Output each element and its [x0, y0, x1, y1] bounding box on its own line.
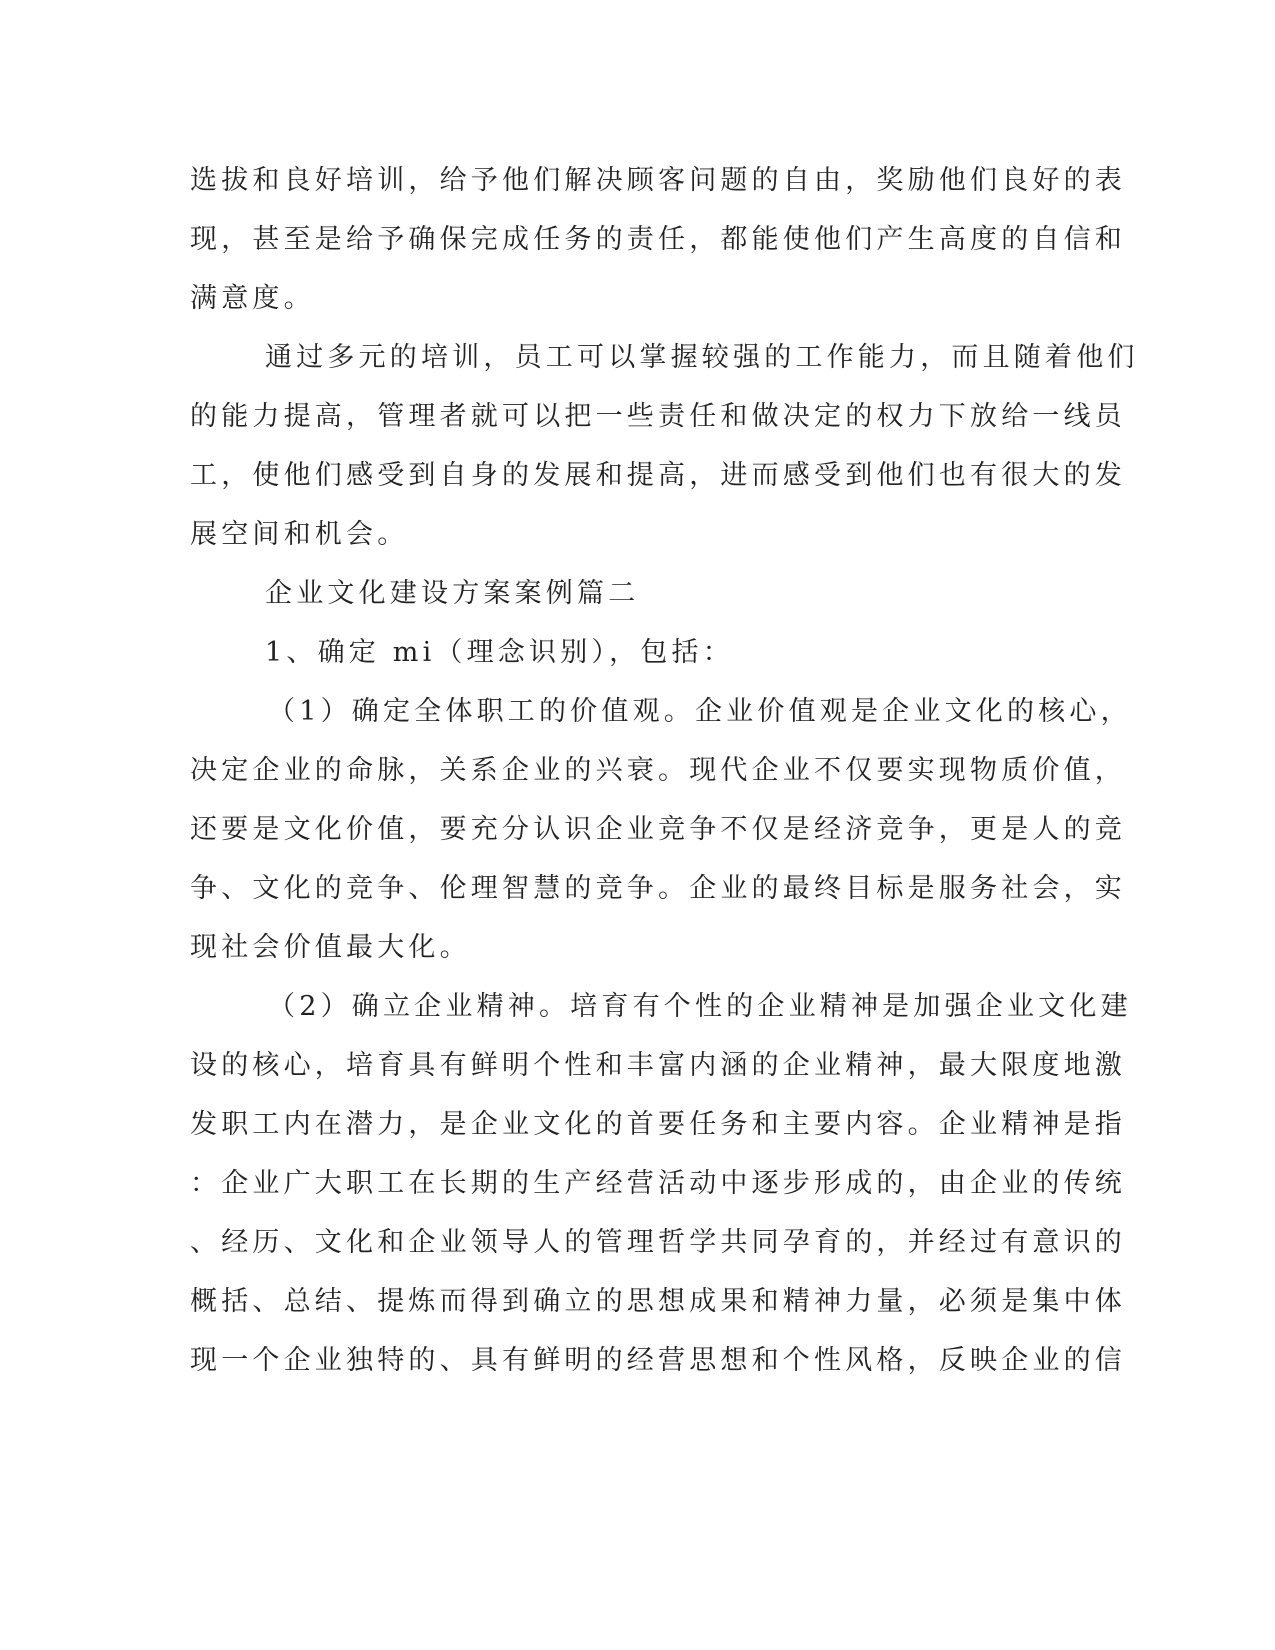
body-text-line: 满意度。 — [190, 283, 315, 314]
body-text-line: （1）确定全体职工的价值观。企业价值观是企业文化的核心， — [268, 696, 1132, 727]
body-text-line: 工，使他们感受到自身的发展和提高，进而感受到他们也有很大的发 — [190, 460, 1126, 491]
numbered-item: 1、确定 mi（理念识别），包括： — [265, 637, 734, 668]
body-text-line: （2）确立企业精神。培育有个性的企业精神是加强企业文化建 — [268, 991, 1132, 1022]
body-text-line: 现，甚至是给予确保完成任务的责任，都能使他们产生高度的自信和 — [190, 224, 1126, 255]
body-text-line: 还要是文化价值，要充分认识企业竞争不仅是经济竞争，更是人的竞 — [190, 814, 1126, 845]
body-text-line: 、经历、文化和企业领导人的管理哲学共同孕育的，并经过有意识的 — [190, 1227, 1126, 1258]
body-text-line: 通过多元的培训，员工可以掌握较强的工作能力，而且随着他们 — [265, 342, 1139, 373]
body-text-line: 争、文化的竞争、伦理智慧的竞争。企业的最终目标是服务社会，实 — [190, 873, 1126, 904]
body-text-line: 展空间和机会。 — [190, 519, 409, 550]
body-text-line: 的能力提高，管理者就可以把一些责任和做决定的权力下放给一线员 — [190, 401, 1126, 432]
body-text-line: 概括、总结、提炼而得到确立的思想成果和精神力量，必须是集中体 — [190, 1286, 1126, 1317]
body-text-line: 发职工内在潜力，是企业文化的首要任务和主要内容。企业精神是指 — [190, 1109, 1126, 1140]
body-text-line: ：企业广大职工在长期的生产经营活动中逐步形成的，由企业的传统 — [190, 1168, 1126, 1199]
body-text-line: 设的核心，培育具有鲜明个性和丰富内涵的企业精神，最大限度地激 — [190, 1050, 1126, 1081]
body-text-line: 选拔和良好培训，给予他们解决顾客问题的自由，奖励他们良好的表 — [190, 165, 1126, 196]
body-text-line: 现一个企业独特的、具有鲜明的经营思想和个性风格，反映企业的信 — [190, 1345, 1126, 1376]
body-text-line: 决定企业的命脉，关系企业的兴衰。现代企业不仅要实现物质价值， — [190, 755, 1126, 786]
section-heading: 企业文化建设方案案例篇二 — [265, 578, 640, 609]
body-text-line: 现社会价值最大化。 — [190, 932, 471, 963]
